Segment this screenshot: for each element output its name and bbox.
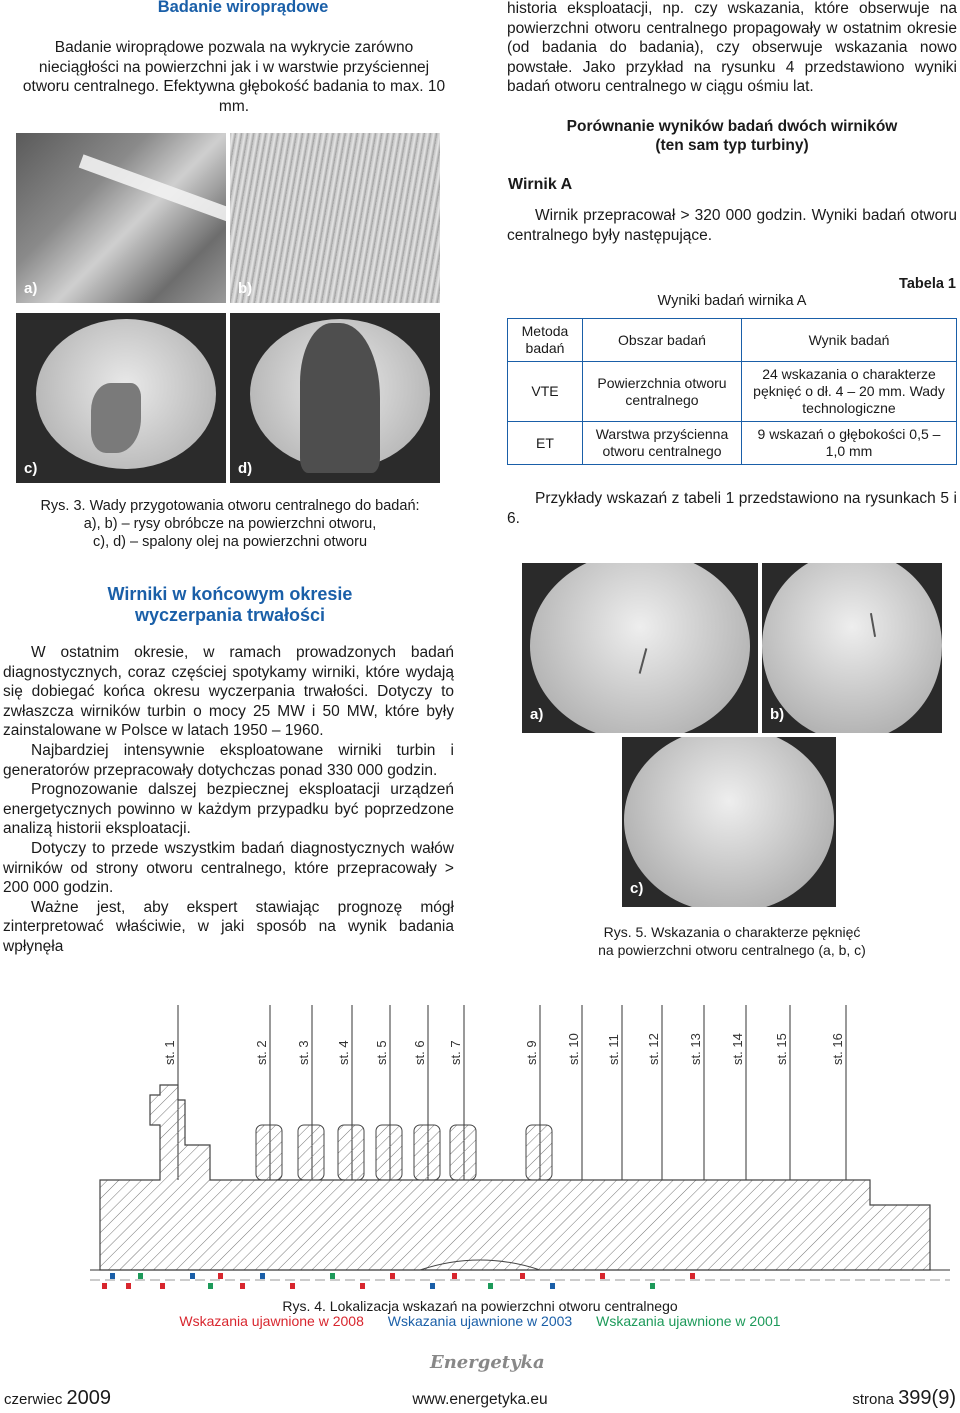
fig4-legend xyxy=(0,1313,960,1329)
comparison-subheading xyxy=(507,117,957,155)
section-heading-eddy-current: Badanie wiroprądowe xyxy=(157,0,329,16)
stage-label: st. 7 xyxy=(448,1040,463,1065)
footer-page-prefix: strona xyxy=(852,1391,899,1408)
table-row xyxy=(508,362,957,422)
table-cell: Powierzchnia otworu centralnego xyxy=(583,362,742,422)
end-of-life-text xyxy=(3,643,454,957)
indication-marker xyxy=(218,1273,223,1279)
footer-date xyxy=(4,1387,111,1410)
indication-marker xyxy=(330,1273,335,1279)
photo-3b-scratches xyxy=(230,133,440,303)
section-heading-end-of-life xyxy=(0,584,460,626)
indication-marker xyxy=(160,1283,165,1289)
stage-label: st. 13 xyxy=(688,1033,703,1065)
indication-marker xyxy=(452,1273,457,1279)
stage-label: st. 3 xyxy=(296,1040,311,1065)
indication-marker xyxy=(690,1273,695,1279)
table1-header: Metoda badań xyxy=(508,319,583,362)
table-cell: Warstwa przyścienna otworu centralnego xyxy=(583,422,742,465)
comparison-subheading-line1: Porównanie wyników badań dwóch wirników xyxy=(566,118,898,135)
history-paragraph: historia eksploatacji, np. czy wskazania, które obserwuje na powierzchni otworu centralnego propagowały w ostatnim okresie (od badania do badania), czy obserwuje wskazania nowo powstałe. Jako przykład na rysunku 4 przedstawiono wyniki badań otworu centralnego w ciągu ośmiu lat. xyxy=(507,0,957,96)
photo-5c-crack xyxy=(622,737,836,907)
photo-3c-burnt-oil xyxy=(16,313,226,483)
table1-header-row xyxy=(508,319,957,362)
fig3-caption-line1: Rys. 3. Wady przygotowania otworu centralnego do badań: xyxy=(40,498,420,514)
indication-marker xyxy=(550,1283,555,1289)
stage-label: st. 2 xyxy=(254,1040,269,1065)
indication-marker xyxy=(190,1273,195,1279)
indication-marker xyxy=(600,1273,605,1279)
paragraph: Ważne jest, aby ekspert stawiając prognozę mógł zinterpretować właściwie, w jaki sposób na wynik badania wpłynęła xyxy=(3,898,454,955)
indication-marker xyxy=(290,1283,295,1289)
paragraph: W ostatnim okresie, w ramach prowadzonych badań diagnostycznych, coraz częściej spotykamy wirniki, które wydają się dobiegać końca okresu wyczerpania trwałości. Dotyczy to zwłaszcza wirników turbin o mocy 25 MW i 50 MW, które były zainstalowane w Polsce w latach 1950 – 1960. xyxy=(3,644,454,740)
footer-url[interactable]: www.energetyka.eu xyxy=(412,1391,548,1408)
paragraph: Najbardziej intensywnie eksploatowane wirniki turbin i generatorów przepracowały dotychczas ponad 330 000 godzin. xyxy=(3,741,454,779)
rotor-disc xyxy=(298,1125,324,1180)
table1 xyxy=(507,318,957,465)
rotor-disc xyxy=(526,1125,552,1180)
fig5-caption-line1: Rys. 5. Wskazania o charakterze pęknięć xyxy=(603,924,861,940)
photo-5a-crack xyxy=(522,563,758,733)
indication-marker xyxy=(208,1283,213,1289)
fig3-caption-line2: a), b) – rysy obróbcze na powierzchni otworu, xyxy=(83,516,377,532)
fig3-label-c: c) xyxy=(24,460,38,477)
footer-date-prefix: czerwiec xyxy=(4,1391,67,1408)
fig5-caption xyxy=(507,923,957,959)
indication-marker xyxy=(520,1273,525,1279)
wirnik-a-text: Wirnik przepracował > 320 000 godzin. Wyniki badań otworu centralnego były następujące. xyxy=(507,207,957,244)
indication-marker xyxy=(240,1283,245,1289)
eddy-current-paragraph: Badanie wiroprądowe pozwala na wykrycie zarówno nieciągłości na powierzchni jak i w warstwie przyściennej otworu centralnego. Efektywna głębokość badania to max. 10 mm. xyxy=(22,39,446,115)
stage-label: st. 10 xyxy=(566,1033,581,1065)
footer-year: 2009 xyxy=(66,1387,112,1409)
fig4-rotor-diagram xyxy=(90,1005,950,1295)
photo-3a-scratches xyxy=(16,133,226,303)
table1-header: Obszar badań xyxy=(583,319,742,362)
rotor-disc xyxy=(450,1125,476,1180)
fig5-caption-line2: na powierzchni otworu centralnego (a, b, c) xyxy=(598,942,866,958)
indication-marker xyxy=(126,1283,131,1289)
stage-label: st. 5 xyxy=(374,1040,389,1065)
table-cell: 24 wskazania o charakterze pęknięć o dł. 4 – 20 mm. Wady technologiczne xyxy=(742,362,957,422)
footer-page-number: 399(9) xyxy=(898,1387,956,1409)
stage-label: st. 11 xyxy=(606,1034,621,1065)
fig5-label-c: c) xyxy=(630,880,644,897)
energetyka-logo: Energetyka xyxy=(430,1352,545,1373)
stage-label: st. 14 xyxy=(730,1033,745,1065)
indication-marker xyxy=(488,1283,493,1289)
table-cell: ET xyxy=(508,422,583,465)
legend-2001: Wskazania ujawnione w 2001 xyxy=(596,1313,781,1329)
paragraph: Dotyczy to przede wszystkim badań diagnostycznych wałów wirników od strony otworu centralnego, które przepracowały > 200 000 godzin. xyxy=(3,839,454,897)
indication-marker xyxy=(360,1283,365,1289)
rotor-disc xyxy=(376,1125,402,1180)
comparison-subheading-line2: (ten sam typ turbiny) xyxy=(655,137,809,154)
legend-2008: Wskazania ujawnione w 2008 xyxy=(179,1313,364,1329)
fig5-label-b: b) xyxy=(770,706,785,723)
stage-label: st. 9 xyxy=(524,1040,539,1065)
legend-2003: Wskazania ujawnione w 2003 xyxy=(387,1313,573,1329)
fig3-caption-line3: c), d) – spalony olej na powierzchni otworu xyxy=(92,534,368,550)
examples-paragraph: Przykłady wskazań z tabeli 1 przedstawiono na rysunkach 5 i 6. xyxy=(507,490,957,527)
table-cell: VTE xyxy=(508,362,583,422)
paragraph: Prognozowanie dalszej bezpiecznej eksploatacji urządzeń energetycznych powinno w każdym przypadku być poprzedzone analizą historii eksploatacji. xyxy=(3,781,454,838)
stage-label: st. 15 xyxy=(774,1033,789,1065)
stage-label: st. 4 xyxy=(336,1040,351,1065)
heading-line1: Wirniki w końcowym okresie xyxy=(107,584,353,604)
fig3-label-d: d) xyxy=(238,460,253,477)
heading-line2: wyczerpania trwałości xyxy=(134,605,326,625)
stage-label: st. 6 xyxy=(412,1040,427,1065)
photo-3d-burnt-oil xyxy=(230,313,440,483)
table1-title: Wyniki badań wirnika A xyxy=(657,293,807,309)
stage-label: st. 16 xyxy=(830,1033,845,1065)
indication-marker xyxy=(138,1273,143,1279)
fig3-caption xyxy=(0,497,460,551)
footer-page xyxy=(852,1387,956,1410)
rotor-disc xyxy=(414,1125,440,1180)
rotor-disc xyxy=(338,1125,364,1180)
indication-marker xyxy=(110,1273,115,1279)
fig5-label-a: a) xyxy=(530,706,544,723)
rotor-shaft-section xyxy=(100,1085,930,1270)
stage-label: st. 12 xyxy=(646,1033,661,1065)
table-row xyxy=(508,422,957,465)
indication-marker xyxy=(260,1273,265,1279)
indication-marker xyxy=(390,1273,395,1279)
fig4-caption: Rys. 4. Lokalizacja wskazań na powierzchni otworu centralnego xyxy=(282,1298,678,1314)
wirnik-a-label: Wirnik A xyxy=(508,176,573,193)
photo-5b-crack xyxy=(762,563,942,733)
fig3-label-a: a) xyxy=(24,280,38,297)
table-cell: 9 wskazań o głębokości 0,5 – 1,0 mm xyxy=(742,422,957,465)
fig3-label-b: b) xyxy=(238,280,253,297)
rotor-disc xyxy=(256,1125,282,1180)
indication-marker xyxy=(650,1283,655,1289)
stage-label: st. 1 xyxy=(162,1040,177,1065)
indication-marker xyxy=(102,1283,107,1289)
table1-header: Wynik badań xyxy=(742,319,957,362)
table1-tag: Tabela 1 xyxy=(899,276,956,292)
indication-marker xyxy=(430,1283,435,1289)
